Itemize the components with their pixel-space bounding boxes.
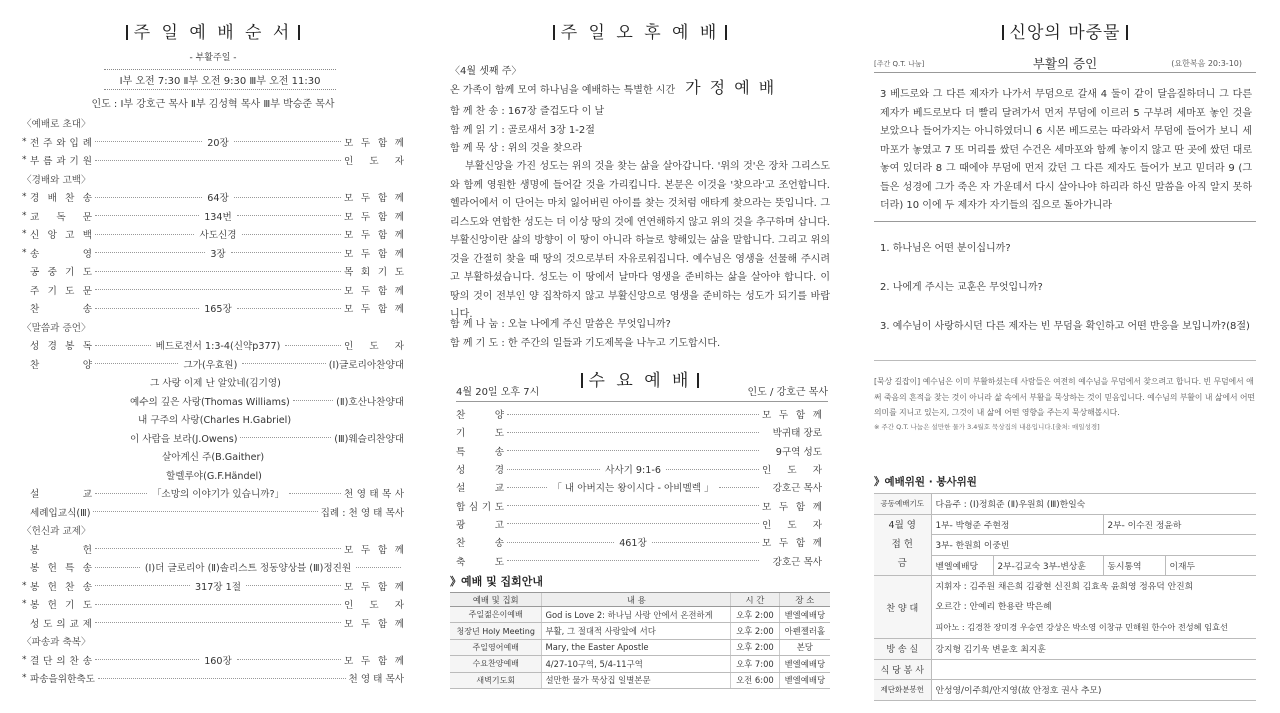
intro-text: 온 가족이 함께 모여 하나님을 예배하는 특별한 시간 xyxy=(450,85,676,96)
leader-dots xyxy=(95,252,205,253)
order-detail: 3장 xyxy=(210,248,226,260)
prayer-value: 다음주 : (Ⅰ)정희준 (Ⅱ)우원희 (Ⅲ)한일숙 xyxy=(931,494,1256,515)
order-person: 모 두 함 께 xyxy=(344,211,404,223)
family-worship-heading: 가 정 예 배 xyxy=(685,78,777,97)
wednesday-label: 합 심 기 도 xyxy=(456,501,504,513)
order-label: 결 단 의 찬 송 xyxy=(30,655,92,667)
meetings-table xyxy=(450,592,830,689)
wednesday-label: 특 송 xyxy=(456,446,504,458)
leader-dots xyxy=(507,542,614,543)
order-person: 모 두 함 께 xyxy=(344,655,404,667)
afternoon-worship xyxy=(450,0,830,713)
order-row xyxy=(22,207,404,226)
section-heading xyxy=(22,114,404,133)
table-header-cell: 예배 및 집회 xyxy=(450,593,542,607)
section-label: 〈파송과 축복〉 xyxy=(22,637,91,649)
leader-dots xyxy=(95,659,199,660)
meditation-source: ※ 주간 Q.T. 나눔은 설만한 물가 3.4월호 묵상집의 내용입니다.[출처: 매일성경] xyxy=(874,423,1100,431)
table-row xyxy=(450,672,830,688)
table-cell: 벧엘예배당 xyxy=(779,672,830,688)
order-row xyxy=(22,355,404,374)
table-cell: 주일영어예배 xyxy=(450,639,542,655)
leader-dots xyxy=(93,511,317,512)
leader-dots xyxy=(234,141,341,142)
anthem-title: 내 구주의 사랑(Charles H.Gabriel) xyxy=(138,415,292,427)
staff-row-offering-3 xyxy=(874,555,1256,576)
order-person: 모 두 함 께 xyxy=(344,137,405,149)
order-detail: 「소망의 이야기가 있습니까?」 xyxy=(151,489,285,501)
week-label: 〈4월 셋째 주〉 xyxy=(450,66,522,77)
meal-label: 식 당 봉 사 xyxy=(874,659,931,680)
order-label: 찬 양 xyxy=(30,359,92,371)
order-row xyxy=(22,133,404,152)
prayer-label: 공동예배기도 xyxy=(874,494,931,515)
family-worship-intro xyxy=(450,75,830,98)
order-row xyxy=(22,336,404,355)
leader-dots xyxy=(289,493,341,494)
leader-dots xyxy=(234,197,341,198)
afternoon-worship-title: 주 일 오 후 예 배 xyxy=(450,18,830,43)
staff-heading: 》예배위원 · 봉사위원 xyxy=(874,476,977,488)
order-person: 집례 : 천 영 태 목사 xyxy=(320,507,404,519)
item-prayer: 함 께 기 도 : 한 주간의 일들과 기도제목을 나누고 기도합시다. xyxy=(450,337,721,349)
anthem-line xyxy=(22,410,404,429)
qt-reference: (요한복음 20:3-10) xyxy=(1171,59,1242,68)
wednesday-row xyxy=(456,496,822,514)
choir-piano: 피아노 : 김경찬 장미경 우승연 강상은 박소영 이창규 민해원 한수아 전성혜 임효선 xyxy=(935,622,1228,632)
offering-2: 3부- 한원희 이중빈 xyxy=(931,535,1256,556)
notice-heading: 》예배 및 집회안내 xyxy=(450,575,544,588)
order-row xyxy=(22,151,404,170)
staff-row-broadcast xyxy=(874,639,1256,660)
wednesday-detail: 461장 xyxy=(619,538,647,550)
wednesday-person: 강호근 목사 xyxy=(772,483,822,495)
question-list xyxy=(874,221,1256,332)
qt-tag: [주간 Q.T. 나눔] xyxy=(874,60,925,68)
order-row xyxy=(22,540,404,559)
offering-1a: 1부- 박형준 주현정 xyxy=(931,514,1103,535)
faith-primer xyxy=(874,0,1256,713)
choir-conductors: 지휘자 : 김주원 채은희 김광현 신진희 김효욱 윤희영 정유덕 안진희 xyxy=(935,582,1194,592)
wednesday-row xyxy=(456,515,822,533)
order-label: 봉 헌 xyxy=(30,544,92,556)
leader-dots xyxy=(95,215,199,216)
choir-values xyxy=(931,576,1256,639)
wednesday-label: 찬 송 xyxy=(456,538,504,550)
marker: * xyxy=(22,155,27,166)
wednesday-label: 성 경 xyxy=(456,465,504,477)
order-row xyxy=(22,225,404,244)
table-cell: 설만한 물가 묵상집 일별본문 xyxy=(542,672,731,688)
leader-dots xyxy=(507,469,600,470)
order-row xyxy=(22,262,404,281)
scripture-text: 3 베드로와 그 다른 제자가 나가서 무덤으로 갈새 4 둘이 같이 달음질하더니 그 다른 제자가 베드로보다 더 빨리 달려가서 먼저 무덤에 이르러 5 구부려 세마포 놓인 것을 보았으나 들어가지는 아니하였더니 6 시몬 베드로는 따라와서 무덤에 들어가 보니 세마포가 놓였고 7 또 머리를 쌌던 수건은 세마포와 함께 놓이지 않고 딴 곳에 쌌던 대로 놓여 있더라 8 그 때에야 무덤에 먼저 갔던 그 다른 제자도 들어가 보고 믿더라 9 (그들은 성경에 그가 죽은 자 가운데서 다시 살아나야 하리라 하신 말씀을 아직 알지 못하더라) 10 이에 두 제자가 자기들의 집으로 돌아가니라 xyxy=(880,89,1252,211)
table-cell: 오후 2:00 xyxy=(731,607,779,623)
table-header-row xyxy=(450,593,830,607)
order-detail: 20장 xyxy=(207,137,229,149)
wednesday-label: 축 도 xyxy=(456,556,504,568)
order-label: 찬 송 xyxy=(30,304,92,316)
leader-dots xyxy=(666,469,759,470)
order-label: 성 도 의 교 제 xyxy=(30,618,92,630)
offering-3d: 이재두 xyxy=(1165,555,1256,576)
anthem-title: 살아계신 주(B.Gaither) xyxy=(162,452,265,464)
choir-organ: 오르간 : 안예리 한용란 박은혜 xyxy=(935,602,1052,612)
table-cell: 새벽기도회 xyxy=(450,672,542,688)
choir-label: 찬 양 대 xyxy=(874,576,931,639)
order-person: (Ⅰ)글로리아찬양대 xyxy=(328,359,404,371)
order-row xyxy=(22,651,404,670)
table-cell: 주일젊은이예배 xyxy=(450,607,542,623)
broadcast-value: 강지형 김기욱 변윤호 최지훈 xyxy=(931,639,1256,660)
order-person: 모 두 함 께 xyxy=(344,581,404,593)
order-row xyxy=(22,503,404,522)
leader-dots xyxy=(242,234,341,235)
order-detail: 그가(우효원) xyxy=(183,359,238,371)
wednesday-row xyxy=(456,551,822,569)
item-reading: 함 께 읽 기 : 골로새서 3장 1-2절 xyxy=(450,124,595,136)
marker: * xyxy=(22,247,27,258)
leader-dots xyxy=(652,542,759,543)
order-person: 모 두 함 께 xyxy=(344,193,405,205)
order-label: 성 경 봉 독 xyxy=(30,341,92,353)
order-detail: 134번 xyxy=(204,211,232,223)
marker: * xyxy=(22,136,27,147)
order-label: 경 배 찬 송 xyxy=(30,193,92,205)
table-row xyxy=(450,656,830,672)
table-row xyxy=(450,623,830,639)
anthem-line xyxy=(22,429,404,448)
anthem-title: 이 사람을 보라(J.Owens) xyxy=(130,433,238,445)
offering-3b: 2부-김교숙 3부-변상훈 xyxy=(993,555,1103,576)
wednesday-person: 박귀태 장로 xyxy=(772,428,822,440)
leader-dots xyxy=(95,308,199,309)
leader-dots xyxy=(293,400,333,401)
table-cell: 청장년 Holy Meeting xyxy=(450,623,542,639)
anthem-title: 할렐루야(G.F.Händel) xyxy=(166,470,262,482)
section-label: 〈경배와 고백〉 xyxy=(22,174,91,186)
order-label: 전 주 와 입 례 xyxy=(30,137,92,149)
offering-1b: 2부- 이수진 정윤하 xyxy=(1103,514,1256,535)
marker: * xyxy=(22,580,27,591)
wednesday-person: 인 도 자 xyxy=(762,465,823,477)
order-label: 송 영 xyxy=(30,248,92,260)
order-label: 봉 헌 기 도 xyxy=(30,600,92,612)
order-person: 모 두 함 께 xyxy=(344,230,405,242)
leader-dots xyxy=(98,678,346,679)
table-header-cell: 내 용 xyxy=(542,593,731,607)
leader-dots xyxy=(237,659,341,660)
choir-name: (Ⅲ)웨슬리찬양대 xyxy=(334,433,404,445)
flowers-value: 안성영/이주희/안지영(故 안정호 권사 추모) xyxy=(931,680,1256,701)
marker: * xyxy=(22,654,27,665)
section-heading xyxy=(22,632,404,651)
family-worship-items xyxy=(450,103,604,159)
wednesday-header xyxy=(456,383,828,402)
marker: * xyxy=(22,229,27,240)
order-person: 목 회 기 도 xyxy=(344,267,404,279)
wednesday-label: 기 도 xyxy=(456,428,504,440)
leader-dots xyxy=(246,585,341,586)
anthem-line xyxy=(22,392,404,411)
table-cell: 벧엘예배당 xyxy=(779,607,830,623)
table-cell: 오전 6:00 xyxy=(731,672,779,688)
wednesday-person: 모 두 함 께 xyxy=(762,501,822,513)
table-header-cell: 시 간 xyxy=(731,593,779,607)
broadcast-label: 방 송 실 xyxy=(874,639,931,660)
table-cell: Mary, the Easter Apostle xyxy=(542,639,731,655)
leader-dots xyxy=(356,567,401,568)
meditation-body: 부활신앙을 가진 성도는 위의 것을 찾는 삶을 살아갑니다. '위의 것'은 장차 그리스도와 함께 영원한 생명에 들어갈 것을 가리킵니다. 본문은 이것을 '찾으라'고 조언합니다. 헬라어에서 이 단어는 마치 잃어버린 아이를 찾는 것처럼 애타게 찾으라는 뜻입니다. 그리스도와 연합한 성도는 더 이상 땅의 것에 연연해하지 않고 위의 것을 추구하며 삽니다. 부활신앙이란 삶의 방향이 이 땅이 아니라 하늘로 향해있는 삶을 말합니다. 그리고 위의 것을 간절히 찾을 때 땅의 것으로부터 자유로워집니다. 예수님은 영생을 선물해 주시려고 부활하셨습니다. 성도는 이 땅에서 날마다 영생을 준비하는 삶을 살아야 합니다. 이 땅의 것이 전부인 양 집착하지 않고 부활신앙으로 영생을 준비하는 성도가 되기를 바랍니다. xyxy=(450,161,830,320)
leader-dots xyxy=(95,197,202,198)
order-label: 설 교 xyxy=(30,489,92,501)
leader-dots xyxy=(95,271,341,272)
leader-dots xyxy=(507,560,759,561)
table-row xyxy=(450,639,830,655)
wednesday-row xyxy=(456,478,822,496)
wednesday-person: 강호근 목사 xyxy=(772,556,822,568)
anthem-title: 그 사랑 이제 난 알았네(김기영) xyxy=(150,378,281,390)
order-label: 신 앙 고 백 xyxy=(30,230,92,242)
order-detail: (Ⅰ)더 글로리아 (Ⅱ)솔리스트 정동양상블 (Ⅲ)정진원 xyxy=(144,563,352,575)
wednesday-label: 찬 양 xyxy=(456,410,504,422)
table-header-cell: 장 소 xyxy=(779,593,830,607)
order-row xyxy=(22,595,404,614)
table-cell: 오후 7:00 xyxy=(731,656,779,672)
order-row xyxy=(22,669,404,688)
section-heading xyxy=(22,318,404,337)
order-label: 교 독 문 xyxy=(30,211,92,223)
meal-value xyxy=(931,659,1256,680)
order-label: 봉 헌 찬 송 xyxy=(30,581,92,593)
table-cell: 오후 2:00 xyxy=(731,623,779,639)
wednesday-person: 인 도 자 xyxy=(762,519,822,531)
order-person: 천 영 태 목 사 xyxy=(344,489,404,501)
staff-row-flowers xyxy=(874,680,1256,701)
leader-dots xyxy=(242,363,325,364)
leader-dots xyxy=(95,160,341,161)
table-cell: 4/27-10구역, 5/4-11구역 xyxy=(542,656,731,672)
flowers-label: 제단화분봉헌 xyxy=(874,680,931,701)
marker: * xyxy=(22,599,27,610)
section-heading xyxy=(22,521,404,540)
leader-dots xyxy=(285,345,341,346)
wednesday-person: 모 두 함 께 xyxy=(762,538,822,550)
section-label: 〈말씀과 증언〉 xyxy=(22,322,91,334)
order-row xyxy=(22,614,404,633)
section-label: 〈예배로 초대〉 xyxy=(22,119,91,131)
staff-row-offering-1 xyxy=(874,514,1256,535)
table-cell: 오후 2:00 xyxy=(731,639,779,655)
order-person: 모 두 함 께 xyxy=(344,248,404,260)
order-detail: 64장 xyxy=(207,193,229,205)
anthem-line xyxy=(22,373,404,392)
order-row xyxy=(22,484,404,503)
order-person: 모 두 함 께 xyxy=(344,618,404,630)
staff-row-prayer xyxy=(874,494,1256,515)
qt-title: 부활의 증인 xyxy=(1032,56,1098,71)
table-cell: God is Love 2: 하나님 사랑 안에서 온전하게 xyxy=(542,607,731,623)
leader-dots xyxy=(507,505,759,506)
order-person: 모 두 함 께 xyxy=(344,285,404,297)
leader-dots xyxy=(507,523,759,524)
service-leaders: 인도 : Ⅰ부 강호근 목사 Ⅱ부 김성혁 목사 Ⅲ부 박승준 목사 xyxy=(91,99,335,110)
wednesday-row xyxy=(456,423,822,441)
leader-dots xyxy=(95,622,341,623)
leader-dots xyxy=(507,432,759,433)
leader-dots xyxy=(237,308,341,309)
leader-dots xyxy=(95,345,151,346)
leader-dots xyxy=(95,585,190,586)
wednesday-leader: 인도 / 강호근 목사 xyxy=(747,387,828,398)
order-row xyxy=(22,577,404,596)
staff-row-meal xyxy=(874,659,1256,680)
marker: * xyxy=(22,673,27,684)
leader-dots xyxy=(507,487,547,488)
sunday-worship-order xyxy=(22,0,404,713)
leader-dots xyxy=(507,450,759,451)
item-hymn: 함 께 찬 송 : 167장 즐겁도다 이 날 xyxy=(450,106,605,117)
leader-dots xyxy=(237,215,341,216)
question-1: 1. 하나님은 어떤 분이십니까? xyxy=(880,243,1011,254)
order-detail: 160장 xyxy=(204,655,232,667)
order-person: 모 두 함 께 xyxy=(344,304,404,316)
wednesday-label: 설 교 xyxy=(456,483,504,495)
order-row xyxy=(22,281,404,300)
marker: * xyxy=(22,192,27,203)
service-times: Ⅰ부 오전 7:30 Ⅱ부 오전 9:30 Ⅲ부 오전 11:30 xyxy=(104,69,336,90)
staff-row-offering-2 xyxy=(874,535,1256,556)
question-2: 2. 나에게 주시는 교훈은 무엇입니까? xyxy=(880,282,1043,293)
offering-3c: 동시통역 xyxy=(1103,555,1165,576)
order-label: 주 기 도 문 xyxy=(30,285,92,297)
table-cell: 수요찬양예배 xyxy=(450,656,542,672)
order-label: 부 름 과 기 원 xyxy=(30,156,92,168)
sharing-block xyxy=(450,316,720,353)
table-cell: 부활, 그 절대적 사랑앞에 서다 xyxy=(542,623,731,639)
wednesday-row xyxy=(456,405,822,423)
order-detail: 317장 1절 xyxy=(195,581,241,593)
wednesday-row xyxy=(456,460,822,478)
leader-dots xyxy=(95,604,341,605)
table-cell: 벧엘예배당 xyxy=(779,656,830,672)
order-detail: 165장 xyxy=(204,304,232,316)
leader-dots xyxy=(95,548,341,549)
sunday-worship-title: 주 일 예 배 순 서 xyxy=(22,18,404,43)
order-list xyxy=(22,114,404,688)
offering-label: 4월 영접 헌금 xyxy=(874,514,931,576)
leader-dots xyxy=(95,234,194,235)
leader-dots xyxy=(95,289,341,290)
order-person: 인 도 자 xyxy=(344,341,405,353)
order-label: 공 중 기 도 xyxy=(30,267,92,279)
marker: * xyxy=(22,210,27,221)
order-person: 천 영 태 목사 xyxy=(348,674,404,686)
leader-dots xyxy=(240,437,331,438)
section-label: 〈헌신과 교제〉 xyxy=(22,526,91,538)
wednesday-person: 모 두 함 께 xyxy=(762,410,822,422)
wednesday-detail: 「 내 아버지는 왕이시다 - 아비멜렉 」 xyxy=(552,483,714,495)
order-row xyxy=(22,558,404,577)
staff-table xyxy=(874,493,1256,701)
wednesday-row xyxy=(456,442,822,460)
order-detail: 사도신경 xyxy=(199,230,237,242)
order-person: 모 두 함 께 xyxy=(344,544,404,556)
leader-dots xyxy=(95,567,140,568)
choir-name: (Ⅱ)호산나찬양대 xyxy=(336,396,404,408)
easter-subtitle: - 부활주일 - xyxy=(189,53,237,63)
wednesday-detail: 사사기 9:1-6 xyxy=(605,465,661,477)
order-label: 파송을위한축도 xyxy=(30,674,95,686)
order-row xyxy=(22,188,404,207)
question-3: 3. 예수님이 사랑하시던 다른 제자는 빈 무덤을 확인하고 어떤 반응을 보입니까?(8절) xyxy=(880,321,1250,332)
table-cell: 아펜젤러홀 xyxy=(779,623,830,639)
leader-dots xyxy=(95,363,178,364)
wednesday-worship-title: 수 요 예 배 xyxy=(450,366,830,391)
order-person: 인 도 자 xyxy=(344,600,404,612)
leader-dots xyxy=(507,414,759,415)
qt-header xyxy=(874,53,1256,73)
leader-dots xyxy=(95,141,202,142)
leader-dots xyxy=(231,252,341,253)
faith-primer-title: 신앙의 마중물 xyxy=(874,18,1256,43)
meditation-guide: [묵상 길잡이] 예수님은 이미 부활하셨는데 사람들은 여전히 예수님을 무덤에서 찾으려고 합니다. 빈 무덤에서 애써 죽음의 흔적을 찾는 것이 아니라 삶 속에서 부활을 묵상하는 것이 믿음입니다. 예수님의 부활이 내 삶에서 어떤 의미를 지니고 있는지, 그것이 내 삶에 어떤 영향을 주는지 묵상해봅시다. xyxy=(874,360,1256,421)
order-row xyxy=(22,244,404,263)
item-sharing: 함 께 나 눔 : 오늘 나에게 주신 말씀은 무엇입니까? xyxy=(450,319,671,330)
table-row xyxy=(450,607,830,623)
order-label: 세례입교식(Ⅲ) xyxy=(30,507,91,519)
order-row xyxy=(22,299,404,318)
anthem-title: 예수의 깊은 사랑(Thomas Williams) xyxy=(130,396,290,408)
anthem-line xyxy=(22,447,404,466)
wednesday-label: 광 고 xyxy=(456,519,504,531)
staff-row-choir xyxy=(874,576,1256,639)
item-meditation: 함 께 묵 상 : 위의 것을 찾으라 xyxy=(450,143,582,154)
leader-dots xyxy=(719,487,759,488)
order-person: 인 도 자 xyxy=(344,156,404,168)
order-detail: 베드로전서 1:3-4(신약p377) xyxy=(155,341,281,353)
section-heading xyxy=(22,170,404,189)
table-cell: 본당 xyxy=(779,639,830,655)
wednesday-date: 4월 20일 오후 7시 xyxy=(456,387,540,398)
leader-dots xyxy=(95,493,147,494)
wednesday-person: 9구역 성도 xyxy=(775,446,822,458)
wednesday-row xyxy=(456,533,822,551)
wednesday-order-list xyxy=(456,405,822,570)
offering-3a: 벧엘예배당 xyxy=(931,555,993,576)
order-label: 봉 헌 특 송 xyxy=(30,563,92,575)
anthem-line xyxy=(22,466,404,485)
